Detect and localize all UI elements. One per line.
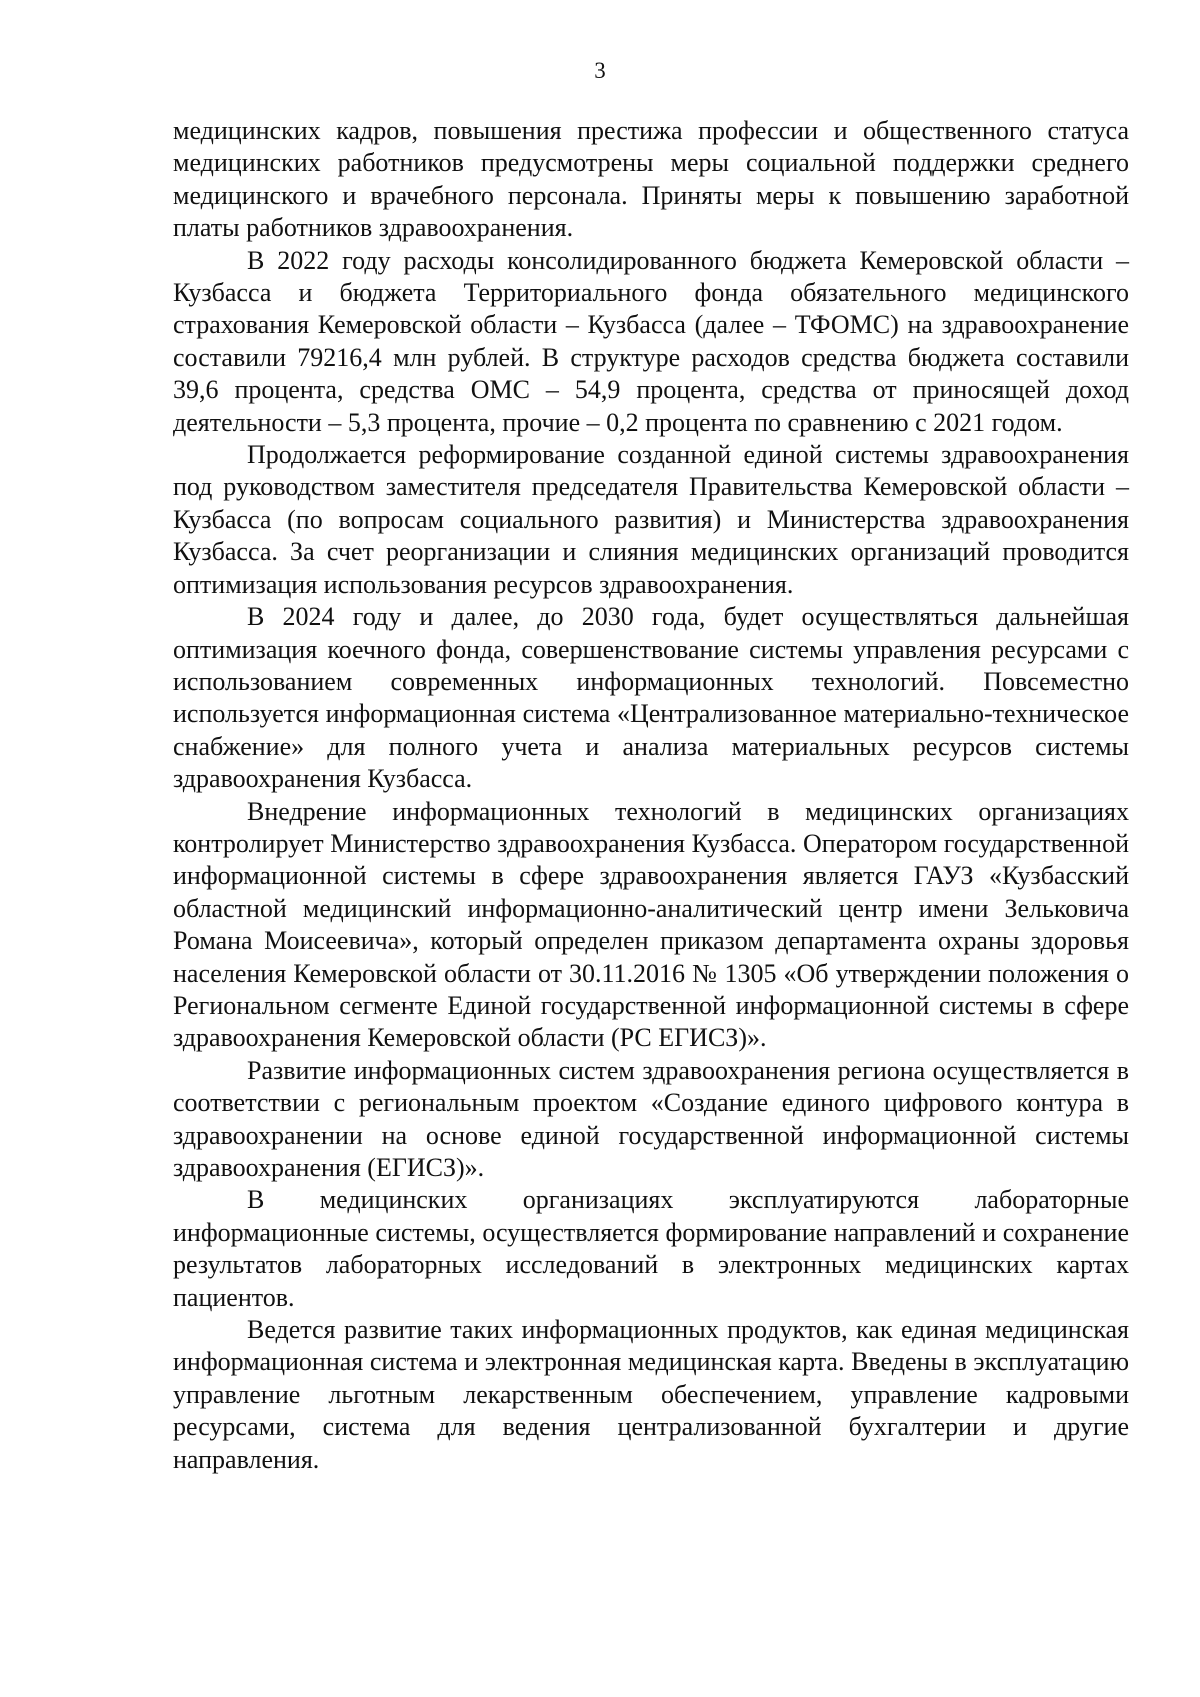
paragraph-optimization-2024: В 2024 году и далее, до 2030 года, будет осуществляться дальнейшая оптимизация коечного фонда, совершенствование системы управления ресурсами с использованием современных информационных технологий. Повсеместно используется информационная система «Централизованное материально-техническое снабжение» для полного учета и анализа материальных ресурсов системы здравоохранения Кузбасса.: [173, 602, 1129, 794]
page-number: 3: [594, 58, 606, 83]
paragraph-regional-project: Развитие информационных систем здравоохранения региона осуществляется в соответствии с региональным проектом «Создание единого цифрового контура в здравоохранении на основе единой государственной информационной системы здравоохранения (ЕГИСЗ)».: [173, 1055, 1129, 1182]
document-body: [173, 115, 1129, 1476]
paragraph-lab-systems: В медицинских организациях эксплуатируются лабораторные информационные системы, осуществляется формирование направлений и сохранение результатов лабораторных исследований в электронных медицинских картах пациентов.: [173, 1185, 1129, 1312]
paragraph-it-implementation: Внедрение информационных технологий в медицинских организациях контролирует Министерство здравоохранения Кузбасса. Оператором государственной информационной системы в сфере здравоохранения является ГАУЗ «Кузбасский областной медицинский информационно-аналитический центр имени Зельковича Романа Моисеевича», который определен приказом департамента охраны здоровья населения Кемеровской области от 30.11.2016 № 1305 «Об утверждении положения о Региональном сегменте Единой государственной информационной системы в сфере здравоохранения Кемеровской области (РС ЕГИСЗ)».: [173, 796, 1129, 1053]
paragraph-info-products: Ведется развитие таких информационных продуктов, как единая медицинская информационная система и электронная медицинская карта. Введены в эксплуатацию управление льготным лекарственным обеспечением, управление кадровыми ресурсами, система для ведения централизованной бухгалтерии и другие направления.: [173, 1315, 1129, 1474]
paragraph-system-reform: Продолжается реформирование созданной единой системы здравоохранения под руководством заместителя председателя Правительства Кемеровской области – Кузбасса (по вопросам социального развития) и Министерства здравоохранения Кузбасса. За счет реорганизации и слияния медицинских организаций проводится оптимизация использования ресурсов здравоохранения.: [173, 440, 1129, 599]
paragraph-budget-2022: В 2022 году расходы консолидированного бюджета Кемеровской области – Кузбасса и бюджета Территориального фонда обязательного медицинского страхования Кемеровской области – Кузбасса (далее – ТФОМС) на здравоохранение составили 79216,4 млн рублей. В структуре расходов средства бюджета составили 39,6 процента, средства ОМС – 54,9 процента, средства от приносящей доход деятельности – 5,3 процента, прочие – 0,2 процента по сравнению с 2021 годом.: [173, 245, 1129, 437]
paragraph-staff-support: медицинских кадров, повышения престижа профессии и общественного статуса медицинских работников предусмотрены меры социальной поддержки среднего медицинского и врачебного персонала. Приняты меры к повышению заработной платы работников здравоохранения.: [173, 116, 1129, 243]
